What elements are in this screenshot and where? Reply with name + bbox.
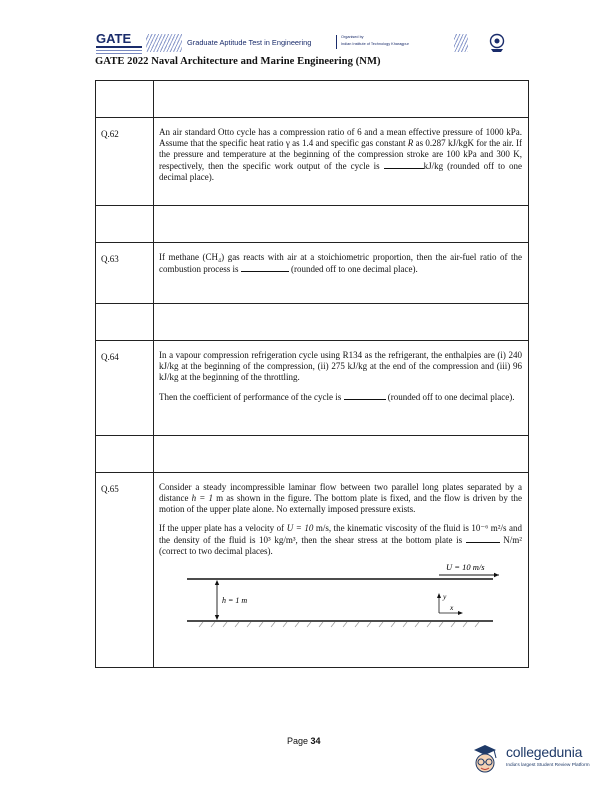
question-row-62 xyxy=(96,118,529,206)
organiser-label: Organised by xyxy=(341,35,364,39)
answer-blank xyxy=(384,160,424,169)
question-text: If methane (CH₄) gas reacts with air at a stoichiometric proportion, then the air-fuel ratio of the combustion process is (rounded off to one decimal place). xyxy=(154,243,529,304)
collegedunia-tagline: India's largest Student Review Platform xyxy=(506,763,590,768)
question-text: In a vapour compression refrigeration cycle using R134 as the refrigerant, the enthalpies are (i) 240 kJ/kg at the beginning of the compression, (ii) 275 kJ/kg at the end of the compression and (iii) 96 kJ/kg at the beginning of the throttling. Then the coefficient of performance of the cycle is (rounded off to one decimal place). xyxy=(154,341,529,436)
collegedunia-brand: collegedunia xyxy=(506,744,583,760)
question-text: An air standard Otto cycle has a compression ratio of 6 and a mean effective pressure of 1000 kPa. Assume that the specific heat ratio γ as 1.4 and specific gas constant R as 0.287 kJ/kgK for the air. If the pressure and temperature at the beginning of the compression stroke are 100 kPa and 300 K, respectively, then the specific work output of the cycle is kJ/kg (rounded off to one decimal place). xyxy=(154,118,529,206)
exam-title: GATE 2022 Naval Architecture and Marine Engineering (NM) xyxy=(95,56,381,67)
bottom-plate-hatching xyxy=(199,622,479,627)
question-text: Consider a steady incompressible laminar flow between two parallel long plates separated by a distance h = 1 m as shown in the figure. The bottom plate is fixed, and the flow is driven by the motion of the upper plate alone. No externally imposed pressure exists. If the upper plate has a velocity of U = 10 m/s, the kinematic viscosity of the fluid is 10⁻⁶ m²/s and the density of the fluid is 10³ kg/m³, then the shear stress at the bottom plate is N/m² (correct to two decimal places). U = 10 m/s h = 1 m y x xyxy=(154,473,529,668)
question-table xyxy=(95,80,529,668)
header-title: Graduate Aptitude Test in Engineering xyxy=(187,38,312,47)
question-row-65 xyxy=(96,473,529,668)
gap-label: h = 1 m xyxy=(222,596,248,605)
organiser-name: Indian Institute of Technology Kharagpur xyxy=(341,42,409,46)
question-row-64 xyxy=(96,341,529,436)
answer-blank xyxy=(466,534,500,543)
question-number: Q.63 xyxy=(96,243,154,304)
page-number: Page 34 xyxy=(287,736,321,746)
collegedunia-mascot-icon xyxy=(466,742,504,778)
x-axis-label: x xyxy=(450,603,454,612)
y-axis-label: y xyxy=(443,592,447,601)
gate-logo-text: GATE xyxy=(96,31,132,46)
spacer-row xyxy=(96,436,529,473)
spacer-row xyxy=(96,81,529,118)
answer-blank xyxy=(344,391,386,400)
header-divider xyxy=(336,35,337,49)
iit-emblem-icon xyxy=(487,33,507,53)
velocity-label: U = 10 m/s xyxy=(446,562,485,572)
answer-blank xyxy=(241,263,289,272)
parallel-plates-figure xyxy=(159,561,519,631)
question-number: Q.62 xyxy=(96,118,154,206)
question-number: Q.65 xyxy=(96,473,154,668)
question-number: Q.64 xyxy=(96,341,154,436)
gate-logo xyxy=(96,32,144,54)
spacer-row xyxy=(96,304,529,341)
spacer-row xyxy=(96,206,529,243)
question-row-63 xyxy=(96,243,529,304)
